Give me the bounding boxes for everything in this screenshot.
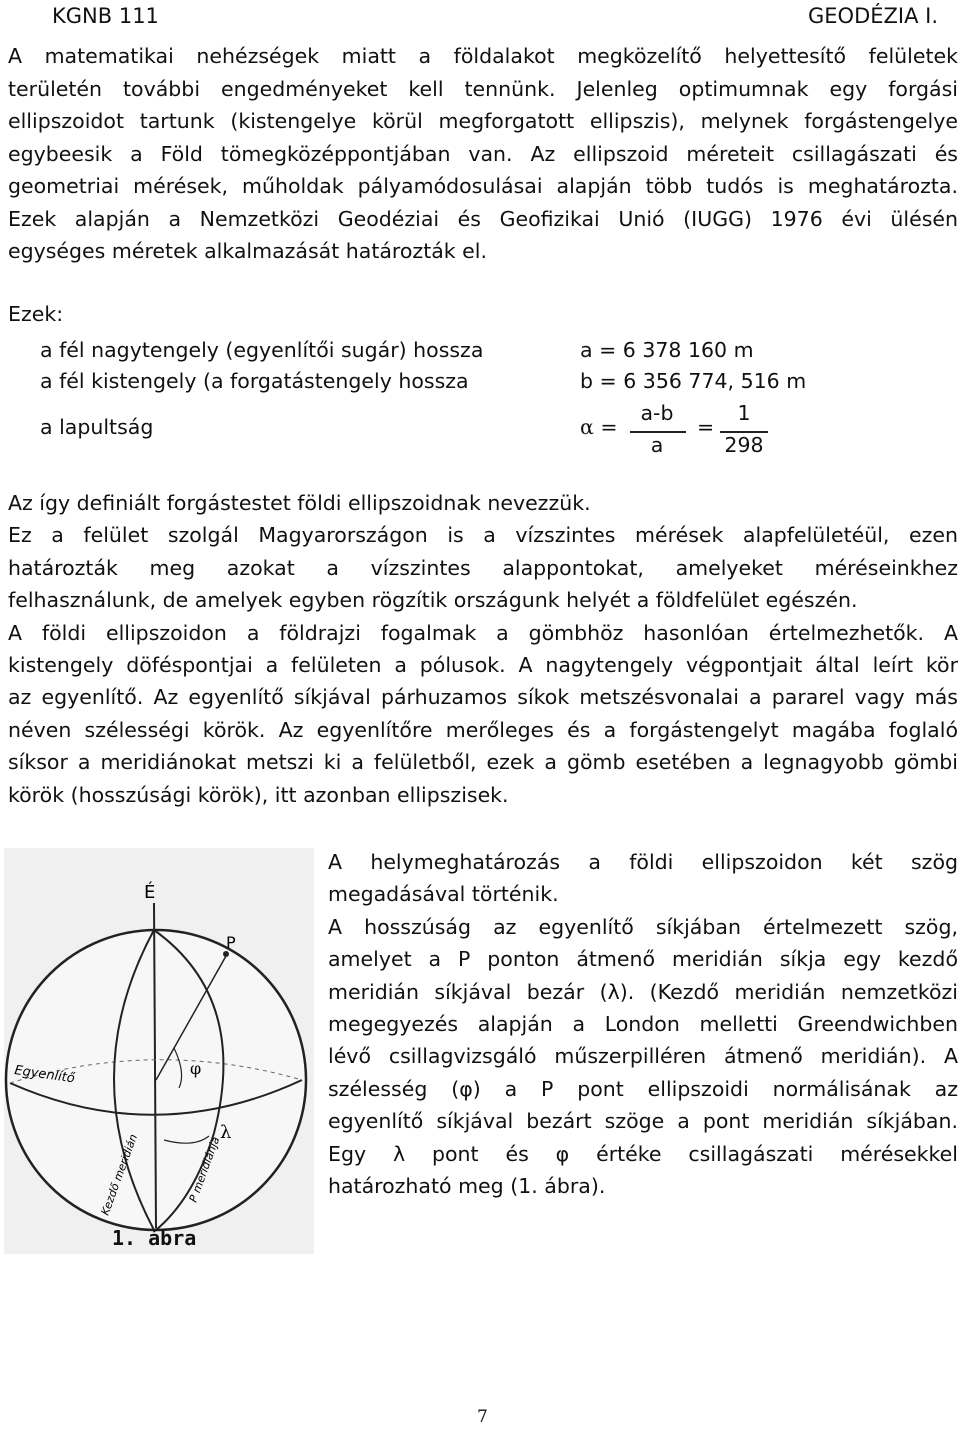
body-line: síksor a meridiánokat metszi ki a felületből, ezek a gömb esetében a legnagyobb gömbi (8, 750, 958, 775)
point-p-label: P (226, 933, 236, 952)
ratio-numerator: 1 (737, 401, 751, 425)
flattening-denominator: a (650, 433, 664, 457)
side-line: A helymeghatározás a földi ellipszoidon két szög (328, 850, 958, 874)
p-meridian-label: P meridiánja (186, 1134, 223, 1205)
intro-line: A matematikai nehézségek miatt a földalakot megközelítő helyettesítő felületek (8, 44, 958, 68)
semi-minor-label: a fél kistengely (a forgatástengely hossza (40, 369, 469, 393)
lambda-label: λ (220, 1122, 232, 1143)
body-line: kistengely döféspontjai a felületen a pólusok. A nagytengely végpontjait által leírt kör (8, 653, 958, 678)
body-line: határozták meg azokat a vízszintes alappontokat, amelyeket méréseinkhez (8, 555, 958, 580)
semi-minor-value: b = 6 356 774, 516 m (580, 369, 807, 393)
body-line: Az így definiált forgástestet földi ellipszoidnak nevezzük. (8, 491, 591, 515)
side-line: szélesség (φ) a P pont ellipszoidi normálisának az (328, 1076, 958, 1101)
page-number: 7 (477, 1407, 488, 1427)
intro-paragraph (8, 40, 958, 268)
header-subject: GEODÉZIA I. (808, 4, 938, 28)
ratio-denominator: 298 (724, 433, 764, 457)
north-pole-label: É (144, 882, 156, 903)
equator-label: Egyenlítő (13, 1063, 76, 1087)
semi-major-label: a fél nagytengely (egyenlítői sugár) hossza (40, 338, 484, 362)
body-line: A földi ellipszoidon a földrajzi fogalmak a gömbhöz hasonlóan értelmezhetők. A (8, 620, 958, 645)
body-line: néven szélességi körök. Az egyenlítőre merőleges és a forgástengelyt magába foglaló (8, 717, 958, 742)
prime-meridian-label: Kezdő meridián (98, 1132, 141, 1218)
body-paragraph (8, 487, 958, 811)
semi-major-value: a = 6 378 160 m (580, 338, 754, 362)
flattening-numerator: a-b (640, 401, 674, 425)
side-line: lévő csillagvizsgáló műszerpilléren átmenő meridián). A (328, 1044, 958, 1069)
side-line: amelyet a P ponton átmenő meridián síkja egy kezdő (328, 947, 958, 972)
body-line: körök (hosszúsági körök), itt azonban ellipszisek. (8, 782, 509, 807)
globe-diagram (4, 848, 314, 1254)
side-line: határozható meg (1. ábra). (328, 1174, 606, 1199)
header-course-code: KGNB 111 (52, 4, 159, 28)
side-line: Egy λ pont és φ értéke csillagászati mérésekkel (328, 1141, 958, 1166)
figure-caption: 1. ábra (112, 1226, 197, 1250)
intro-line: ellipszoidot tartunk (kistengelye körül megforgatott ellipszis), melynek forgástengelye (8, 109, 958, 133)
body-line: Ez a felület szolgál Magyarországon is a vízszintes mérések alapfelületéül, ezen (8, 523, 958, 548)
intro-line: Ezek alapján a Nemzetközi Geodéziai és Geofizikai Unió (IUGG) 1976 évi ülésén (8, 206, 958, 231)
side-paragraph (328, 846, 958, 1202)
side-line: egyenlítő síkjával bezárt szöge a pont meridián síkjában. (328, 1109, 958, 1134)
side-line: A hosszúság az egyenlítő síkjában értelmezett szög, (328, 914, 958, 939)
body-line: az egyenlítő. Az egyenlítő síkjával párhuzamos síkok metszésvonalai a pararel vagy más (8, 685, 958, 710)
body-line: felhasználunk, de amelyek egyben rögzítik országunk helyét a földfelület egészén. (8, 588, 858, 613)
flattening-symbol: α = (580, 415, 618, 439)
side-line: megegyezés alapján a London melletti Greendwichben (328, 1012, 958, 1037)
equals-sign: = (697, 415, 715, 439)
intro-line: egységes méretek alkalmazását határozták el. (8, 239, 488, 263)
globe-figure (4, 848, 314, 1254)
intro-line: geometriai mérések, műholdak pályamódosulásai alapján több tudós is meghatározta. (8, 174, 958, 198)
intro-line: területén további engedményeket kell tennünk. Jelenleg optimumnak egy forgási (8, 76, 958, 101)
side-line: megadásával történik. (328, 882, 559, 907)
side-line: meridián síkjával bezár (λ). (Kezdő meridián nemzetközi (328, 979, 958, 1004)
params-heading: Ezek: (8, 302, 64, 326)
intro-line: egybeesik a Föld tömegközéppontjában van. Az ellipszoid méreteit csillagászati és (8, 141, 958, 166)
phi-label: φ (190, 1059, 202, 1078)
flattening-label: a lapultság (40, 415, 154, 439)
